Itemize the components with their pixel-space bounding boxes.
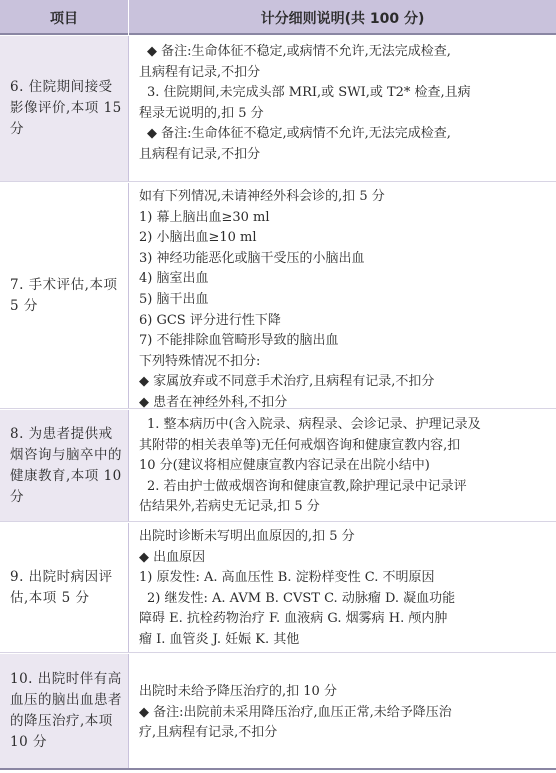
header-item: 项目 bbox=[50, 10, 78, 27]
rule-line: 7) 不能排除血管畸形导致的脑出血 bbox=[139, 333, 339, 349]
rule-line: 3. 住院期间,未完成头部 MRI,或 SWI,或 T2* 检查,且病 bbox=[147, 85, 471, 101]
rules-cell bbox=[128, 183, 556, 408]
item-cell: 6. 住院期间接受影像评价,本项 15 分 bbox=[0, 36, 128, 181]
rule-line: 障碍 E. 抗栓药物治疗 F. 血液病 G. 烟雾病 H. 颅内肿 bbox=[139, 611, 448, 627]
rule-line: 其附带的相关表单等)无任何戒烟咨询和健康宣教内容,扣 bbox=[139, 437, 461, 453]
rule-line: 估结果外,若病史无记录,扣 5 分 bbox=[139, 499, 320, 515]
item-cell: 8. 为患者提供戒烟咨询与脑卒中的健康教育,本项 10 分 bbox=[0, 410, 128, 521]
rule-line: ◆ 备注:生命体征不稳定,或病情不允许,无法完成检查, bbox=[147, 126, 451, 142]
table-row bbox=[0, 36, 556, 182]
rule-line: 下列特殊情况不扣分: bbox=[139, 353, 261, 369]
rules-cell bbox=[128, 654, 556, 768]
rule-line: 2. 若由护士做戒烟咨询和健康宣教,除护理记录中记录评 bbox=[147, 478, 467, 494]
table-row bbox=[0, 183, 556, 409]
table-row bbox=[0, 410, 556, 522]
rule-line: 1) 原发性: A. 高血压性 B. 淀粉样变性 C. 不明原因 bbox=[139, 570, 435, 586]
rule-line: 如有下列情况,未请神经外科会诊的,扣 5 分 bbox=[139, 189, 385, 204]
header-scoring-rules: 计分细则说明(共 100 分) bbox=[128, 0, 556, 35]
rule-line: 4) 脑室出血 bbox=[139, 271, 209, 287]
rule-line: 且病程有记录,不扣分 bbox=[139, 146, 261, 162]
item-cell: 9. 出院时病因评估,本项 5 分 bbox=[10, 568, 113, 606]
rules-cell bbox=[128, 410, 556, 521]
item-cell: 10. 出院时伴有高血压的脑出血患者的降压治疗,本项 10 分 bbox=[0, 654, 128, 768]
rule-line: ◆ 患者在神经外科,不扣分 bbox=[139, 394, 288, 410]
rules-cell bbox=[128, 36, 556, 181]
rule-line: 疗,且病程有记录,不扣分 bbox=[139, 725, 278, 741]
rule-line: 程录无说明的,扣 5 分 bbox=[139, 105, 264, 121]
rule-line: 2) 继发性: A. AVM B. CVST C. 动脉瘤 D. 凝血功能 bbox=[147, 590, 456, 606]
table-header bbox=[0, 0, 556, 35]
rule-line: ◆ 备注:出院前未采用降压治疗,血压正常,未给予降压治 bbox=[139, 704, 452, 720]
rule-line: ◆ 备注:生命体征不稳定,或病情不允许,无法完成检查, bbox=[147, 44, 451, 59]
rule-line: 且病程有记录,不扣分 bbox=[139, 64, 261, 80]
rule-line: 1. 整本病历中(含入院录、病程录、会诊记录、护理记录及 bbox=[147, 417, 481, 432]
item-cell: 7. 手术评估,本项 5 分 bbox=[10, 276, 118, 314]
rule-line: 5) 脑干出血 bbox=[139, 291, 209, 307]
rule-line: 1) 幕上脑出血≥30 ml bbox=[139, 209, 270, 225]
rule-line: 6) GCS 评分进行性下降 bbox=[139, 312, 281, 328]
rule-line: ◆ 家属放弃或不同意手术治疗,且病程有记录,不扣分 bbox=[139, 374, 435, 390]
rule-line: 出院时未给予降压治疗的,扣 10 分 bbox=[139, 684, 337, 699]
table-row bbox=[0, 654, 556, 770]
rule-line: 出院时诊断未写明出血原因的,扣 5 分 bbox=[139, 529, 355, 544]
rule-line: 3) 神经功能恶化或脑干受压的小脑出血 bbox=[139, 250, 365, 266]
rule-line: 10 分(建议将相应健康宣教内容记录在出院小结中) bbox=[139, 458, 430, 474]
rule-line: 2) 小脑出血≥10 ml bbox=[139, 230, 257, 246]
rule-line: ◆ 出血原因 bbox=[139, 549, 206, 565]
rule-line: 瘤 I. 血管炎 J. 妊娠 K. 其他 bbox=[139, 631, 300, 647]
rules-cell bbox=[128, 523, 556, 652]
table-row bbox=[0, 523, 556, 653]
